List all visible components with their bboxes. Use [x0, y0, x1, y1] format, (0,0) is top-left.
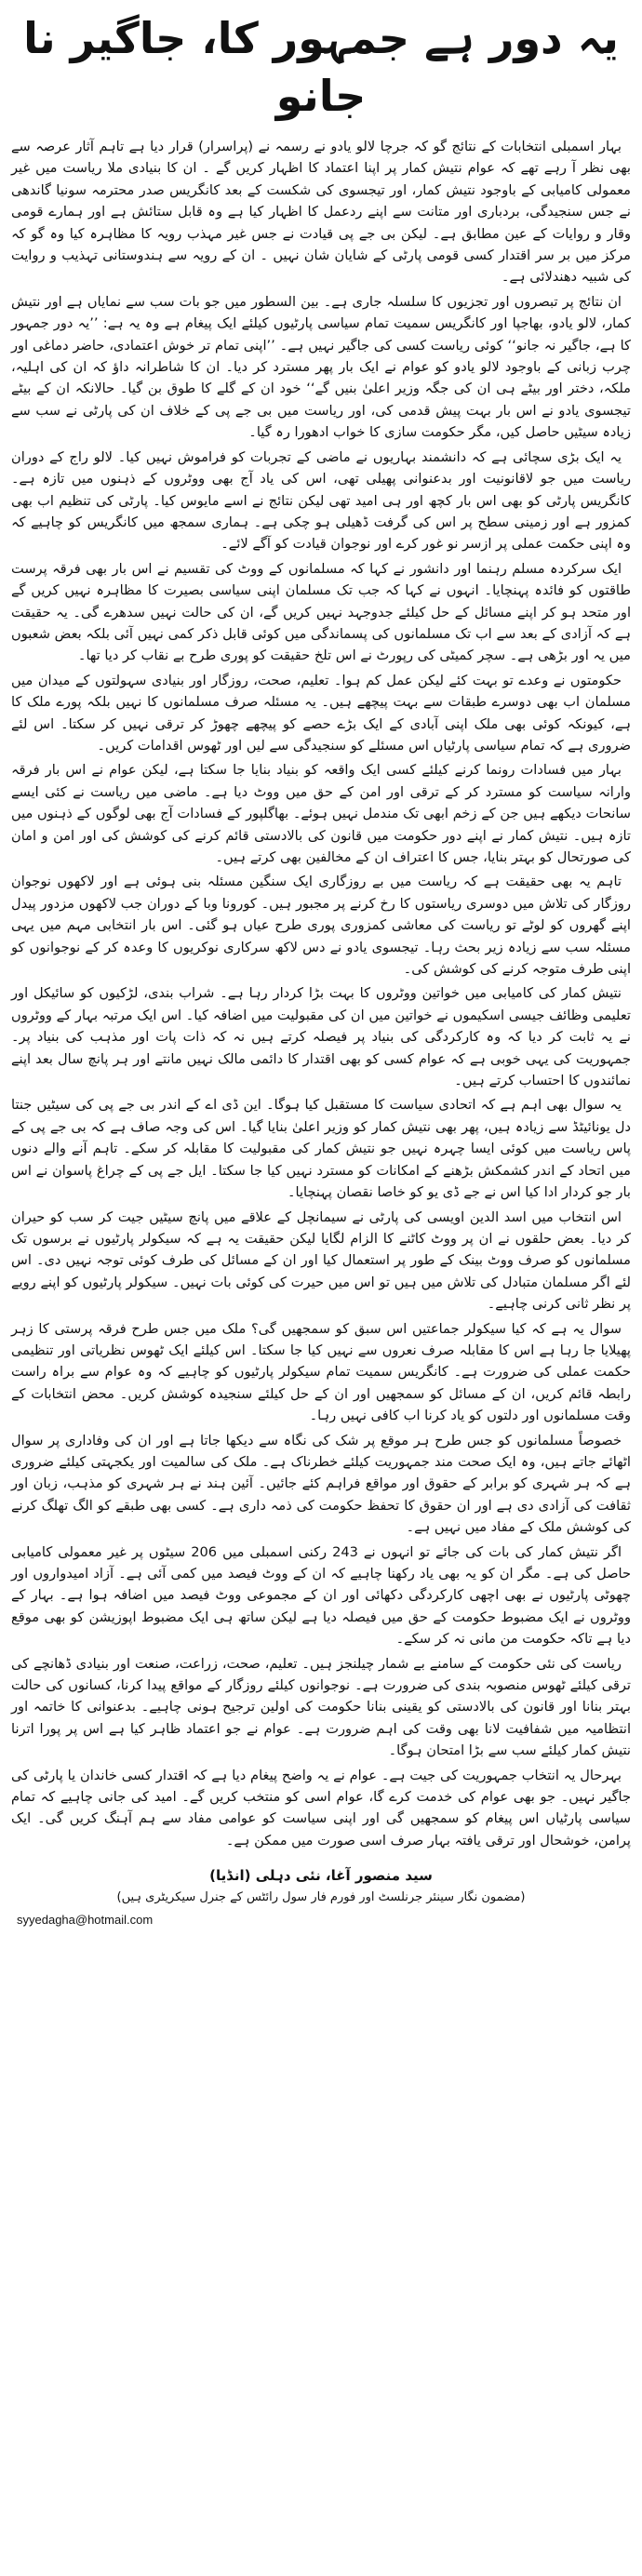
- article-paragraph: یہ ایک بڑی سچائی ہے کہ دانشمند بہاریوں نے ماضی کے تجربات کو فراموش نہیں کیا۔ لالو راج کے دوران ریاست میں جو لاقانونیت اور بدعنوانی پھیلی تھی، اس کی یاد آج بھی ووٹروں کے ذہنوں میں تازہ ہے۔ کانگریس پارٹی کو بھی اس بار کچھ اور ہی امید تھی لیکن نتائج نے اسے مایوس کیا۔ پارٹی کی تنظیم اب بھی کمزور ہے اور زمینی سطح پر اس کی گرفت ڈھیلی ہو چکی ہے۔ ہماری سمجھ میں کانگریس کو چاہیے کہ وہ اپنی حکمت عملی پر ازسر نو غور کرے اور نوجوان قیادت کو آگے لائے۔: [11, 448, 631, 553]
- article-paragraph: سوال یہ ہے کہ کیا سیکولر جماعتیں اس سبق کو سمجھیں گی؟ ملک میں جس طرح فرقہ پرستی کا زہر پھیلایا جا رہا ہے اس کا مقابلہ صرف نعروں سے نہیں کیا جا سکتا۔ اس کیلئے ایک ٹھوس نظریاتی اور تنظیمی حکمت عملی کی ضرورت ہے۔ کانگریس سمیت تمام سیکولر پارٹیوں کو چاہیے کہ وہ عوام سے براہ راست رابطہ قائم کریں، ان کے مسائل کو سمجھیں اور ان کے حل کیلئے سنجیدہ کوشش کریں۔ محض انتخابات کے وقت مسلمانوں اور دلتوں کو یاد کرنا اب کافی نہیں رہا۔: [11, 1320, 631, 1424]
- article-paragraph: حکومتوں نے وعدے تو بہت کئے لیکن عمل کم ہوا۔ تعلیم، صحت، روزگار اور بنیادی سہولتوں کے میدان میں مسلمان اب بھی دوسرے طبقات سے بہت پیچھے ہیں۔ یہ مسئلہ صرف مسلمانوں کا نہیں بلکہ پورے ملک کا ہے، کیونکہ کوئی بھی ملک اپنی آبادی کے ایک بڑے حصے کو پیچھے چھوڑ کر ترقی نہیں کر سکتا۔ اس لئے ضروری ہے کہ تمام سیاسی پارٹیاں اس مسئلے کو سنجیدگی سے لیں اور ٹھوس اقدامات کریں۔: [11, 672, 631, 754]
- article-paragraph: اگر نتیش کمار کی بات کی جائے تو انہوں نے 243 رکنی اسمبلی میں 206 سیٹوں پر غیر معمولی کامیابی حاصل کی ہے۔ مگر ان کو یہ بھی یاد رکھنا چاہیے کہ ان کے ووٹ فیصد میں کمی آئی ہے۔ آزاد امیدواروں اور چھوٹی پارٹیوں نے بھی اچھی کارکردگی دکھائی اور ان کے مجموعی ووٹ فیصد میں اضافہ ہوا ہے۔ بہار کے ووٹروں نے ایک مضبوط حکومت کے حق میں فیصلہ دیا ہے لیکن ساتھ ہی ایک مضبوط اپوزیشن کو بھی موقع دیا ہے تاکہ حکومت من مانی نہ کر سکے۔: [11, 1543, 631, 1648]
- article-paragraph: تاہم یہ بھی حقیقت ہے کہ ریاست میں بے روزگاری ایک سنگین مسئلہ بنی ہوئی ہے اور لاکھوں نوجوان روزگار کی تلاش میں دوسری ریاستوں کا رخ کرنے پر مجبور ہیں۔ کورونا وبا کے دوران جب لاکھوں مزدور پیدل اپنے گھروں کو لوٹے تو ریاست کی معاشی کمزوری پوری طرح عیاں ہو گئی۔ اس بار انتخابی مہم میں یہی مسئلہ سب سے زیادہ زیر بحث رہا۔ تیجسوی یادو نے دس لاکھ سرکاری نوکریوں کا وعدہ کر کے نوجوانوں کو اپنی طرف متوجہ کرنے کی کوشش کی۔: [11, 874, 631, 978]
- article-paragraph: بہار میں فسادات رونما کرنے کیلئے کسی ایک واقعہ کو بنیاد بنایا جا سکتا ہے، لیکن عوام نے اس بار فرقہ وارانہ سیاست کو مسترد کر کے ترقی اور امن کے حق میں ووٹ دیا ہے۔ ماضی میں ریاست نے کئی ایسے سانحات دیکھے ہیں جن کے زخم ابھی تک مندمل نہیں ہوئے۔ بھاگلپور کے فسادات آج بھی لوگوں کے ذہنوں میں تازہ ہیں۔ نتیش کمار نے اپنے دور حکومت میں قانون کی بالادستی قائم کرنے کی کوشش کی اور امن و امان کی صورتحال کو بہتر بنایا، جس کا اعتراف ان کے مخالفین بھی کرتے ہیں۔: [11, 762, 631, 865]
- article-paragraph: بہار اسمبلی انتخابات کے نتائج گو کہ جرچا لالو یادو نے رسمہ نے (پراسرار) قرار دیا ہے تاہم آثار عرصہ سے بھی نظر آ رہے تھے کہ عوام نتیش کمار پر اپنا اعتماد کا اظہار کریں گے ۔ ان کا بنیادی ملا ریاست میں غیر معمولی کامیابی کے باوجود نتیش کمار، اور تیجسوی کی شکست کے بعد کانگریس صدر محترمہ سونیا گاندھی نے جس سنجیدگی، بردباری اور متانت سے اپنے ردعمل کا اظہار کیا ہے وہ قابل ستائش ہے اور ہمارے قومی وقار و روایات کے عین مطابق ہے۔ لیکن بی جے پی قیادت نے جس غیر مہذب رویہ کا مظاہرہ کیا وہ گو کہ مرکز میں بر سر اقتدار کسی قومی پارٹی کے شایان شان نہیں ۔ ان کے رویہ سے ہندوستانی تہذیب و روایت کی شبیہ دھندلائی ہے۔: [11, 139, 631, 286]
- article-paragraph: ایک سرکردہ مسلم رہنما اور دانشور نے کہا کہ مسلمانوں کے ووٹ کی تقسیم نے اس بار بھی فرقہ پرست طاقتوں کو فائدہ پہنچایا۔ انہوں نے کہا کہ جب تک مسلمان اپنی سیاسی بصیرت کا مظاہرہ نہیں کریں گے اور متحد ہو کر اپنے مسائل کے حل کیلئے جدوجہد نہیں کریں گے، ان کی حالت نہیں سدھرے گی۔ یہ حقیقت ہے کہ آزادی کے بعد سے اب تک مسلمانوں کی پسماندگی میں کوئی قابل ذکر کمی نہیں آئی بلکہ بعض شعبوں میں یہ اور بڑھی ہے۔ سچر کمیٹی کی رپورٹ نے اس تلخ حقیقت کو پوری طرح بے نقاب کر دیا تھا۔: [11, 560, 631, 664]
- article-paragraph: بہرحال یہ انتخاب جمہوریت کی جیت ہے۔ عوام نے یہ واضح پیغام دیا ہے کہ اقتدار کسی خاندان یا پارٹی کی جاگیر نہیں۔ جو بھی عوام کی خدمت کرے گا، عوام اسی کو منتخب کریں گے۔ امید کی جانی چاہیے کہ تمام سیاسی پارٹیاں اس پیغام کو سمجھیں گی اور اپنی سیاست کو عوامی مفاد سے ہم آہنگ کریں گی۔ ایک پرامن، خوشحال اور ترقی یافتہ بہار صرف اسی صورت میں ممکن ہے۔: [11, 1767, 631, 1849]
- article-paragraph: ان نتائج پر تبصروں اور تجزیوں کا سلسلہ جاری ہے۔ بین السطور میں جو بات سب سے نمایاں ہے اور نتیش کمار، لالو یادو، بھاجپا اور کانگریس سمیت تمام سیاسی پارٹیوں کیلئے ایک پیغام ہے وہ یہ ہے: ’’یہ دور جمہور کا ہے، جاگیر نہ جانو‘‘ کوئی ریاست کسی کی جاگیر نہیں ہے۔ ’’اپنی تمام تر خوش اعتمادی، حاضر دماغی اور چرب زبانی کے باوجود لالو یادو کو عوام نے ایک بار پھر مسترد کر دیا۔ ان کا شاطرانہ داؤ کہ ان کی اہلیہ، ملکہ، دختر اور بیٹے ہی ان کی جگہ وزیر اعلیٰ بنیں گے‘‘ خود ان کے گلے کا طوق بن گیا۔ حالانکہ ان کے بیٹے تیجسوی یادو نے اس بار بہت پیش قدمی کی، اور ریاست میں بی جے پی کے خلاف ان کی پارٹی نے سب سے زیادہ سیٹیں حاصل کیں، مگر حکومت سازی کا خواب ادھورا رہ گیا۔: [11, 293, 631, 441]
- article-paragraph: یہ سوال بھی اہم ہے کہ اتحادی سیاست کا مستقبل کیا ہوگا۔ این ڈی اے کے اندر بی جے پی کی سیٹیں جنتا دل یونائیٹڈ سے زیادہ ہیں، پھر بھی نتیش کمار کو وزیر اعلیٰ بنایا گیا۔ اس کی وجہ صاف ہے کہ بی جے پی کے پاس ریاست میں کوئی ایسا چہرہ نہیں جو نتیش کمار کی مقبولیت کا مقابلہ کر سکے۔ تاہم آنے والے دنوں میں اتحاد کے اندر کشمکش بڑھنے کے امکانات کو مسترد نہیں کیا جا سکتا۔ ایل جے پی کے چراغ پاسوان نے اس بار جو کردار ادا کیا اس نے جے ڈی یو کو خاصا نقصان پہنچایا۔: [11, 1097, 631, 1201]
- article-paragraph: خصوصاً مسلمانوں کو جس طرح ہر موقع پر شک کی نگاہ سے دیکھا جاتا ہے اور ان کی وفاداری پر سوال اٹھائے جاتے ہیں، وہ ایک صحت مند جمہوریت کیلئے خطرناک ہے۔ ملک کی سالمیت اور یکجہتی کیلئے ضروری ہے کہ ہر شہری کو برابر کے حقوق اور مواقع فراہم کئے جائیں۔ آئین ہند نے ہر شہری کو مذہب، زبان اور ثقافت کی آزادی دی ہے اور ان حقوق کا تحفظ حکومت کی ذمہ داری ہے۔ کسی بھی طبقے کو الگ تھلگ کرنے کی کوشش ملک کے مفاد میں نہیں ہے۔: [11, 1432, 631, 1536]
- article-byline: [11, 1864, 631, 1931]
- author-note: (مضمون نگار سینئر جرنلسٹ اور فورم فار سول رائٹس کے جنرل سیکریٹری ہیں): [116, 1890, 526, 1905]
- article-paragraph: اس انتخاب میں اسد الدین اویسی کی پارٹی نے سیمانچل کے علاقے میں پانچ سیٹیں جیت کر سب کو حیران کر دیا۔ بعض حلقوں نے ان پر ووٹ کاٹنے کا الزام لگایا لیکن حقیقت یہ ہے کہ سیکولر پارٹیوں نے برسوں تک مسلمانوں کو صرف ووٹ بینک کے طور پر استعمال کیا اور ان کے مسائل کی طرف کوئی توجہ نہیں دی۔ اس لئے اگر مسلمان متبادل کی تلاش میں ہیں تو اس میں حیرت کی کوئی بات نہیں۔ سیکولر پارٹیوں کو اپنے رویے پر نظر ثانی کرنی چاہیے۔: [11, 1208, 631, 1313]
- article-paragraph: ریاست کی نئی حکومت کے سامنے بے شمار چیلنجز ہیں۔ تعلیم، صحت، زراعت، صنعت اور بنیادی ڈھانچے کی ترقی کیلئے ٹھوس منصوبہ بندی کی ضرورت ہے۔ نوجوانوں کیلئے روزگار کے مواقع پیدا کرنا، کسانوں کی حالت بہتر بنانا اور قانون کی بالادستی کو یقینی بنانا حکومت کی اولین ترجیح ہونی چاہیے۔ بدعنوانی کا خاتمہ اور انتظامیہ میں شفافیت لانا بھی وقت کی اہم ضرورت ہے۔ عوام نے جو اعتماد ظاہر کیا ہے اس پر پورا اترنا نتیش کمار کیلئے سب سے بڑا امتحان ہوگا۔: [11, 1655, 631, 1759]
- article-paragraph: نتیش کمار کی کامیابی میں خواتین ووٹروں کا بہت بڑا کردار رہا ہے۔ شراب بندی، لڑکیوں کو سائیکل اور تعلیمی وظائف جیسی اسکیموں نے خواتین میں ان کی مقبولیت میں اضافہ کیا۔ اس ایک مرتبہ بہار کے ووٹروں نے یہ ثابت کر دیا کہ وہ کارکردگی کی بنیاد پر فیصلہ کرتے ہیں نہ کہ ذات پات اور مذہب کی بنیاد پر۔ جمہوریت کی یہی خوبی ہے کہ عوام کسی کو بھی اقتدار کا دائمی مالک نہیں مانتے اور ہر پانچ سال بعد اپنے نمائندوں کا احتساب کرتے ہیں۔: [11, 985, 631, 1089]
- article-body: [11, 136, 631, 1851]
- article-headline: یہ دور ہے جمہور کا، جاگیر نا جانو: [23, 13, 619, 121]
- author-name: سید منصور آغا، نئی دہلی (انڈیا): [209, 1867, 433, 1885]
- author-email[interactable]: syyedagha@hotmail.com: [17, 1913, 154, 1928]
